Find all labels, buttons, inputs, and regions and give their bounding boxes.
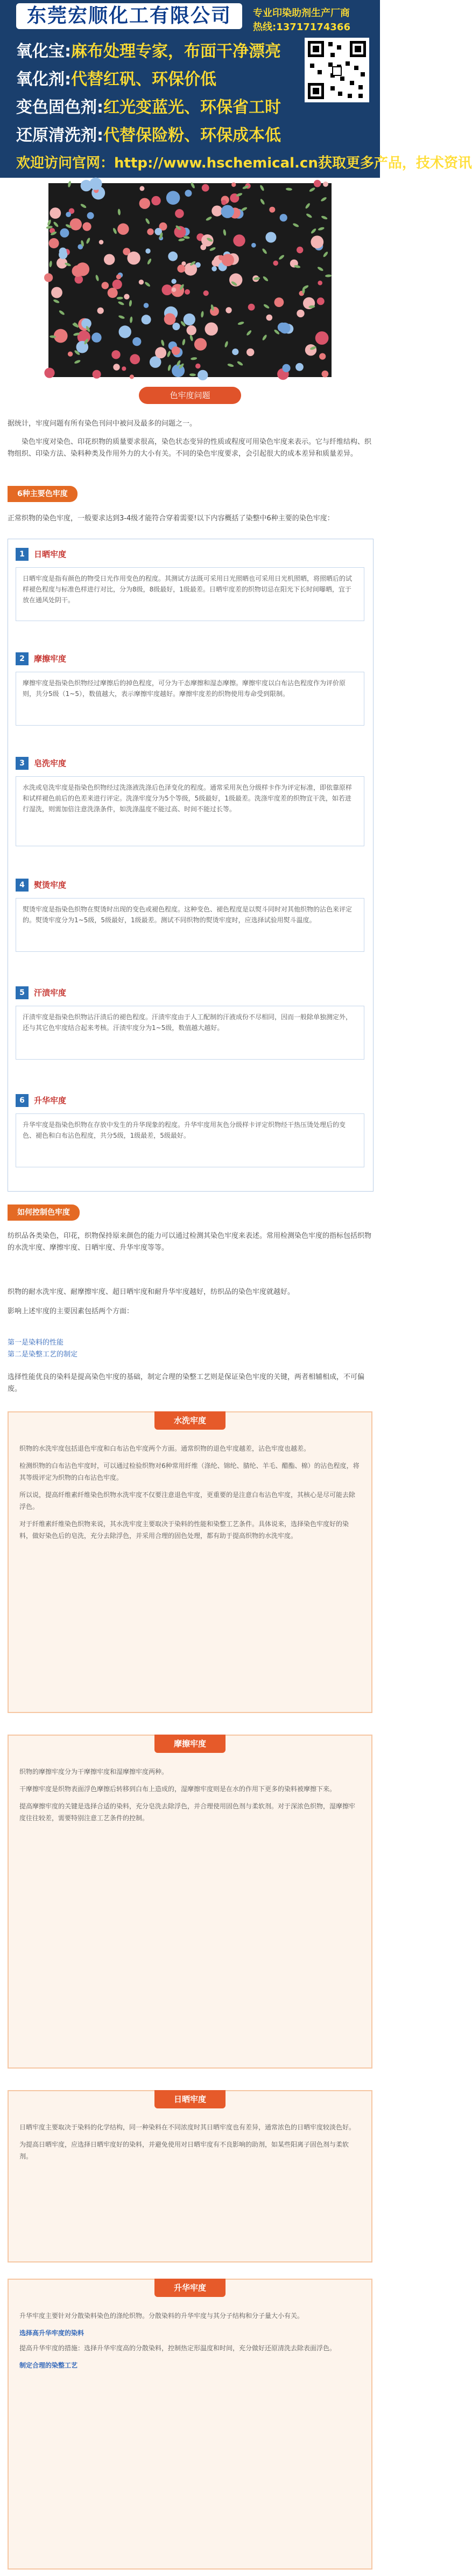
fabric-leaf bbox=[206, 216, 213, 221]
fabric-flower bbox=[51, 287, 62, 298]
tagline: 专业印染助剂生产厂商 bbox=[253, 8, 350, 19]
fabric-flower bbox=[111, 350, 120, 359]
fabric-flower bbox=[122, 366, 126, 371]
fabric-flower bbox=[177, 264, 185, 273]
fabric-flower bbox=[297, 247, 303, 253]
fabric-leaf bbox=[112, 227, 117, 234]
fabric-leaf bbox=[227, 363, 234, 367]
fabric-leaf bbox=[189, 335, 194, 342]
fabric-flower bbox=[102, 282, 109, 289]
panel-light-fastness bbox=[8, 2090, 372, 2262]
fabric-flower bbox=[319, 353, 326, 360]
fabric-flower bbox=[124, 294, 129, 300]
fabric-leaf bbox=[262, 276, 269, 282]
qr-code bbox=[305, 38, 369, 102]
fabric-flower bbox=[130, 374, 134, 379]
fabric-flower bbox=[49, 238, 59, 248]
fabric-flower bbox=[266, 315, 273, 321]
fabric-flower bbox=[130, 354, 140, 364]
floral-fabric-image bbox=[48, 183, 332, 377]
fabric-flower bbox=[232, 349, 238, 355]
grade-description: 水洗或皂洗牢度是指染色织物经过洗涤液洗涤后色泽变化的程度。通常采用灰色分级样卡作为评定标准，即依靠原样和试样褪色前后的色差来进行评定。洗涤牢度分为5个等级，5级最好，1级最差。洗涤牢度差的织物宜干洗，如若进行湿洗，则需加倍注意洗涤条件，如洗涤温度不能过高、时间不能过长等。 bbox=[16, 776, 364, 846]
fabric-flower bbox=[246, 349, 254, 356]
fabric-leaf bbox=[117, 297, 123, 300]
fabric-leaf bbox=[306, 213, 313, 219]
intro-paragraph: 据统计，牢度问题有所有染色刊问中被问及最多的问题之一。 bbox=[8, 420, 197, 428]
fabric-leaf bbox=[118, 301, 125, 306]
fabric-flower bbox=[168, 252, 178, 261]
fabric-flower bbox=[119, 325, 131, 338]
grade-number: 2 bbox=[16, 652, 29, 665]
fabric-flower bbox=[50, 207, 61, 219]
panel-title: 升华牢度 bbox=[154, 2279, 226, 2297]
fabric-flower bbox=[323, 182, 328, 187]
panel-rubbing-fastness bbox=[8, 1735, 372, 2069]
website-visit: 欢迎访问官网：http://www.hschemical.cn获取更多产品，技术资讯 bbox=[16, 155, 472, 171]
banner-line-3: 变色固色剂:红光变蓝光、环保省工时 bbox=[16, 98, 281, 117]
section-tab-six-fastness: 6种主要色牢度 bbox=[8, 486, 78, 502]
fabric-leaf bbox=[74, 359, 81, 364]
fabric-leaf bbox=[224, 341, 228, 348]
grade-description: 汗渍牢度是指染色织物沾汗渍后的褪色程度。汗渍牢度由于人工配制的汗液成份不尽相同，因而一般除单独测定外，还与其它色牢度结合起来考核。汗渍牢度分为1~5级，数值越大越好。 bbox=[16, 1006, 364, 1060]
grade-number: 3 bbox=[16, 757, 29, 770]
fabric-flower bbox=[203, 290, 209, 296]
fabric-flower bbox=[226, 307, 231, 313]
fastness-grade-list bbox=[8, 539, 374, 1192]
fabric-flower bbox=[265, 232, 276, 243]
fabric-flower bbox=[318, 281, 322, 286]
panel-paragraph: 升华牢度主要针对分散染料染色的涤纶织物。分散染料的升华牢度与其分子结构和分子量大小有关。 bbox=[19, 2312, 304, 2320]
fabric-flower bbox=[185, 190, 192, 197]
fabric-flower bbox=[295, 363, 304, 371]
fabric-leaf bbox=[47, 219, 52, 226]
fabric-leaf bbox=[86, 237, 91, 244]
fabric-leaf bbox=[178, 238, 185, 242]
panel-paragraph: 日晒牢度主要取决于染料的化学结构，同一种染料在不同浓度时其日晒牢度也有差异，通常浓色的日晒牢度较淡色好。 bbox=[19, 2124, 356, 2131]
fabric-leaf bbox=[246, 330, 252, 336]
fabric-leaf bbox=[183, 235, 190, 239]
fabric-flower bbox=[205, 323, 218, 336]
fabric-flower bbox=[305, 344, 316, 356]
fabric-flower bbox=[93, 370, 101, 379]
fabric-flower bbox=[104, 254, 115, 265]
grade-description: 摩擦牢度是指染色织物经过摩擦后的掉色程度，可分为干态摩擦和湿态摩擦。摩擦牢度以白布沾色程度作为评价原则，共分5级（1~5），数值越大，表示摩擦牢度越好。摩擦牢度差的织物使用寿命受到限制。 bbox=[16, 672, 364, 726]
fabric-leaf bbox=[321, 215, 328, 220]
fabric-leaf bbox=[259, 198, 265, 205]
fabric-flower bbox=[44, 273, 53, 282]
fabric-flower bbox=[164, 313, 176, 325]
fabric-flower bbox=[60, 228, 69, 238]
fabric-leaf bbox=[189, 373, 196, 376]
fabric-flower bbox=[72, 265, 84, 277]
fabric-flower bbox=[145, 248, 150, 253]
control-paragraph-3: 影响上述牢度的主要因素包括两个方面： bbox=[8, 1307, 134, 1315]
grade-number: 4 bbox=[16, 879, 29, 892]
panel-title: 水洗牢度 bbox=[154, 1411, 226, 1430]
fabric-leaf bbox=[53, 221, 59, 227]
panel-paragraph: 所以说，提高纤维素纤维染色织物水洗牢度不仅要注意退色牢度，更重要的是注意白布沾色牢度，其核心是尽可能去除浮色。 bbox=[19, 1491, 356, 1510]
fabric-flower bbox=[221, 205, 234, 218]
fabric-leaf bbox=[67, 180, 72, 187]
fabric-leaf bbox=[325, 274, 332, 277]
fabric-flower bbox=[139, 186, 144, 191]
fabric-flower bbox=[68, 352, 73, 357]
fabric-leaf bbox=[146, 258, 152, 265]
fabric-flower bbox=[139, 198, 150, 209]
fabric-leaf bbox=[278, 254, 285, 260]
fabric-leaf bbox=[190, 182, 195, 189]
panel-wash-fastness bbox=[8, 1411, 372, 1713]
fabric-flower bbox=[151, 196, 160, 205]
panel-subheading: 选择高升华牢度的染料 bbox=[19, 2329, 84, 2337]
company-name: 东莞宏顺化工有限公司 bbox=[16, 3, 242, 29]
grade-name: 日晒牢度 bbox=[34, 549, 67, 559]
panel-paragraph: 提高摩擦牢度的关键是选择合适的染料，充分皂洗去除浮色，并合理使用固色剂与柔软剂。对于深浓色织物，湿摩擦牢度往往较差，需要特别注意工艺条件的控制。 bbox=[19, 1802, 356, 1822]
grade-number: 1 bbox=[16, 548, 29, 561]
factor-dye-performance: 第一是染料的性能 bbox=[8, 1339, 64, 1347]
fabric-flower bbox=[202, 184, 209, 192]
panel-body bbox=[19, 1443, 361, 1547]
fabric-leaf bbox=[144, 281, 151, 288]
fabric-flower bbox=[66, 212, 71, 217]
section-tab-control-fastness: 如何控制色牢度 bbox=[8, 1205, 80, 1221]
fabric-flower bbox=[212, 206, 222, 217]
fabric-flower bbox=[172, 323, 180, 330]
hotline: 热线:13717174366 bbox=[253, 22, 350, 33]
six-fastness-intro: 正常织物的染色牢度，一般要求达到3-4级才能符合穿着需要!以下内容概括了染整中6种主要的染色牢度： bbox=[8, 514, 334, 523]
fabric-flower bbox=[116, 274, 121, 279]
fabric-flower bbox=[162, 284, 173, 295]
fabric-flower bbox=[99, 240, 104, 245]
fabric-flower bbox=[184, 314, 195, 325]
grade-description: 日晒牢度是指有颜色的物受日光作用变色的程度。其测试方法既可采用日光照晒也可采用日光机照晒，将照晒后的试样褪色程度与标准色样进行对比，分为8级，8级最好，1级最差。日晒牢度差的织物切忌在阳光下长时间曝晒，宜于放在通风处阴干。 bbox=[16, 567, 364, 621]
fabric-leaf bbox=[130, 316, 133, 323]
fabric-leaf bbox=[317, 266, 324, 271]
fabric-leaf bbox=[166, 351, 171, 358]
fabric-flower bbox=[155, 347, 166, 358]
intro-paragraph-2: 染色牢度对染色、印花织物的质量要求很高，染色状态变异的性质或程度可用染色牢度来表示。它与纤维结构、织物组织、印染方法、染料种类及作用外力的大小有关。不同的染色牢度要求，会引起很大的成本差异和质量差异。 bbox=[8, 438, 372, 458]
fabric-flower bbox=[82, 222, 91, 231]
fabric-leaf bbox=[59, 310, 66, 316]
fabric-leaf bbox=[160, 339, 165, 346]
fabric-leaf bbox=[237, 321, 244, 325]
grade-description: 熨烫牢度是指染色织物在熨烫时出现的变色或褪色程度。这种变色、褪色程度是以熨斗同时对其他织物的沾色来评定的。熨烫牢度分为1~5级，5级最好，1级最差。测试不同织物的熨烫牢度时，应选择试验用熨斗温度。 bbox=[16, 898, 364, 952]
fabric-leaf bbox=[80, 203, 87, 209]
fabric-flower bbox=[279, 323, 290, 333]
control-paragraph-1: 纺织品各类染色，印花，织物保持原来颜色的能力可以通过检测其染色牢度来表述。常用检测染色牢度的指标包括织物的水洗牢度、摩擦牢度、日晒牢度、升华牢度等等。 bbox=[8, 1232, 372, 1252]
fabric-flower bbox=[280, 214, 287, 221]
control-paragraph-4: 选择性能优良的染料是提高染色牢度的基础，制定合理的染整工艺则是保证染色牢度的关键，两者相辅相成，不可偏废。 bbox=[8, 1373, 365, 1393]
panel-paragraph: 提高升华牢度的措施：选择升华牢度高的分散染料，控制热定形温度和时间，充分做好还原清洗去除表面浮色。 bbox=[19, 2344, 336, 2352]
grade-name: 汗渍牢度 bbox=[34, 988, 67, 998]
fabric-flower bbox=[97, 308, 104, 314]
grade-name: 升华牢度 bbox=[34, 1096, 67, 1105]
panel-body bbox=[19, 2121, 361, 2168]
fabric-leaf bbox=[167, 364, 172, 371]
panel-paragraph: 织物的摩擦牢度分为干摩擦牢度和湿摩擦牢度两种。 bbox=[19, 1768, 168, 1776]
header-banner bbox=[0, 0, 472, 178]
fabric-flower bbox=[132, 337, 141, 346]
fabric-flower bbox=[311, 235, 323, 248]
fabric-flower bbox=[127, 252, 140, 264]
fabric-flower bbox=[317, 297, 325, 305]
fabric-flower bbox=[54, 329, 68, 343]
fabric-flower bbox=[251, 243, 256, 248]
fabric-leaf bbox=[259, 184, 265, 191]
panel-paragraph: 干摩擦牢度是织物表面浮色摩擦后转移到白布上造成的，湿摩擦牢度则是在水的作用下更多的染料被摩擦下来。 bbox=[19, 1785, 336, 1793]
fabric-flower bbox=[166, 191, 180, 205]
fabric-flower bbox=[171, 279, 176, 284]
fabric-flower bbox=[147, 228, 153, 235]
fabric-flower bbox=[195, 364, 201, 369]
fabric-flower bbox=[269, 207, 275, 213]
fabric-flower bbox=[187, 325, 196, 335]
fabric-flower bbox=[185, 289, 190, 295]
section-title-color-fastness: 色牢度问题 bbox=[139, 387, 241, 404]
grade-name: 熨烫牢度 bbox=[34, 880, 67, 890]
panel-paragraph: 对于纤维素纤维染色织物来说，其水洗牢度主要取决于染料的性能和染整工艺条件。具体说来，选择染色牢度好的染料，做好染色后的皂洗，充分去除浮色，并采用合理的固色处理，都有助于提高织物的水洗牢度。 bbox=[19, 1520, 349, 1540]
panel-body bbox=[19, 2310, 361, 2375]
fabric-flower bbox=[144, 303, 149, 308]
fabric-leaf bbox=[305, 203, 311, 210]
fabric-leaf bbox=[237, 360, 244, 366]
fabric-flower bbox=[44, 368, 54, 378]
fabric-leaf bbox=[53, 299, 60, 304]
fabric-flower bbox=[222, 254, 234, 266]
fabric-flower bbox=[314, 180, 321, 187]
fabric-flower bbox=[142, 315, 151, 324]
panel-title: 摩擦牢度 bbox=[154, 1735, 226, 1753]
fabric-leaf bbox=[191, 357, 198, 360]
fabric-flower bbox=[273, 261, 278, 266]
fabric-leaf bbox=[263, 303, 270, 309]
fabric-leaf bbox=[311, 228, 317, 234]
fabric-flower bbox=[282, 364, 290, 372]
fabric-flower bbox=[87, 212, 94, 219]
fabric-leaf bbox=[262, 248, 267, 255]
fabric-flower bbox=[175, 209, 184, 218]
fabric-leaf bbox=[182, 339, 186, 346]
panel-sublimation-fastness bbox=[8, 2279, 372, 2570]
panel-body bbox=[19, 1766, 361, 1829]
fabric-flower bbox=[221, 200, 227, 205]
fabric-flower bbox=[81, 180, 92, 191]
fabric-flower bbox=[113, 364, 119, 370]
fabric-flower bbox=[108, 288, 118, 298]
fabric-flower bbox=[322, 371, 329, 378]
fabric-flower bbox=[248, 304, 255, 311]
fabric-flower bbox=[172, 288, 176, 292]
fabric-leaf bbox=[292, 222, 299, 228]
fabric-flower bbox=[233, 234, 245, 246]
fabric-flower bbox=[91, 332, 101, 342]
panel-paragraph: 为提高日晒牢度，应选择日晒牢度好的染料，并避免使用对日晒牢度有不良影响的助剂，如某些阳离子固色剂与柔软剂。 bbox=[19, 2141, 349, 2160]
fabric-flower bbox=[59, 248, 67, 255]
fabric-leaf bbox=[286, 187, 292, 191]
fabric-flower bbox=[315, 331, 329, 345]
fabric-leaf bbox=[318, 227, 325, 231]
fabric-flower bbox=[172, 346, 180, 355]
fabric-leaf bbox=[118, 315, 125, 319]
fabric-flower bbox=[297, 310, 304, 317]
banner-line-2: 氧化剂:代替红矾、环保价低 bbox=[16, 70, 216, 89]
banner-line-1: 氧化宝:麻布处理专家，布面干净漂亮 bbox=[16, 42, 281, 61]
panel-paragraph: 检测织物的白布沾色牢度时，可以通过检验织物对6种常用纤维（涤纶、锦纶、腈纶、羊毛、醋酯、棉）的沾色程度，将其等级评定为织物的白布沾色牢度。 bbox=[19, 1462, 360, 1481]
fabric-flower bbox=[70, 218, 82, 230]
grade-description: 升华牢度是指染色织物在存放中发生的升华现象的程度。升华牢度用灰色分级样卡评定织物经干热压烫处理后的变色、褪色和白布沾色程度，共分5级，1级最差，5级最好。 bbox=[16, 1113, 364, 1167]
fabric-flower bbox=[274, 297, 284, 307]
fabric-leaf bbox=[201, 311, 204, 318]
grade-number: 5 bbox=[16, 986, 29, 999]
banner-line-4: 还原清洗剂:代替保险粉、环保成本低 bbox=[16, 126, 281, 145]
fabric-flower bbox=[117, 224, 129, 235]
fabric-leaf bbox=[95, 275, 99, 282]
fabric-flower bbox=[198, 370, 208, 380]
panel-title: 日晒牢度 bbox=[154, 2090, 226, 2108]
fabric-leaf bbox=[262, 334, 267, 341]
fabric-leaf bbox=[320, 197, 327, 203]
fabric-flower bbox=[231, 183, 236, 187]
fabric-flower bbox=[194, 338, 207, 351]
fabric-flower bbox=[112, 280, 122, 289]
fabric-leaf bbox=[145, 218, 150, 225]
fabric-leaf bbox=[309, 187, 316, 192]
fabric-flower bbox=[212, 266, 217, 271]
control-paragraph-2: 织物的耐水洗牢度、耐摩擦牢度、超日晒牢度和耐升华牢度越好，纺织品的染色牢度就越好。 bbox=[8, 1288, 295, 1296]
panel-subheading: 制定合理的染整工艺 bbox=[19, 2362, 78, 2369]
factor-process: 第二是染整工艺的制定 bbox=[8, 1350, 78, 1359]
fabric-leaf bbox=[117, 208, 121, 215]
fabric-flower bbox=[139, 280, 144, 284]
fabric-leaf bbox=[223, 229, 227, 236]
grade-number: 6 bbox=[16, 1094, 29, 1107]
fabric-leaf bbox=[49, 261, 52, 268]
fabric-leaf bbox=[209, 247, 216, 252]
grade-name: 摩擦牢度 bbox=[34, 654, 67, 664]
grade-name: 皂洗牢度 bbox=[34, 758, 67, 768]
fabric-leaf bbox=[129, 300, 132, 307]
panel-paragraph: 织物的水洗牢度包括退色牢度和白布沾色牢度两个方面。通常织物的退色牢度越差，沾色牢度也越差。 bbox=[19, 1445, 311, 1452]
fabric-leaf bbox=[322, 251, 328, 257]
